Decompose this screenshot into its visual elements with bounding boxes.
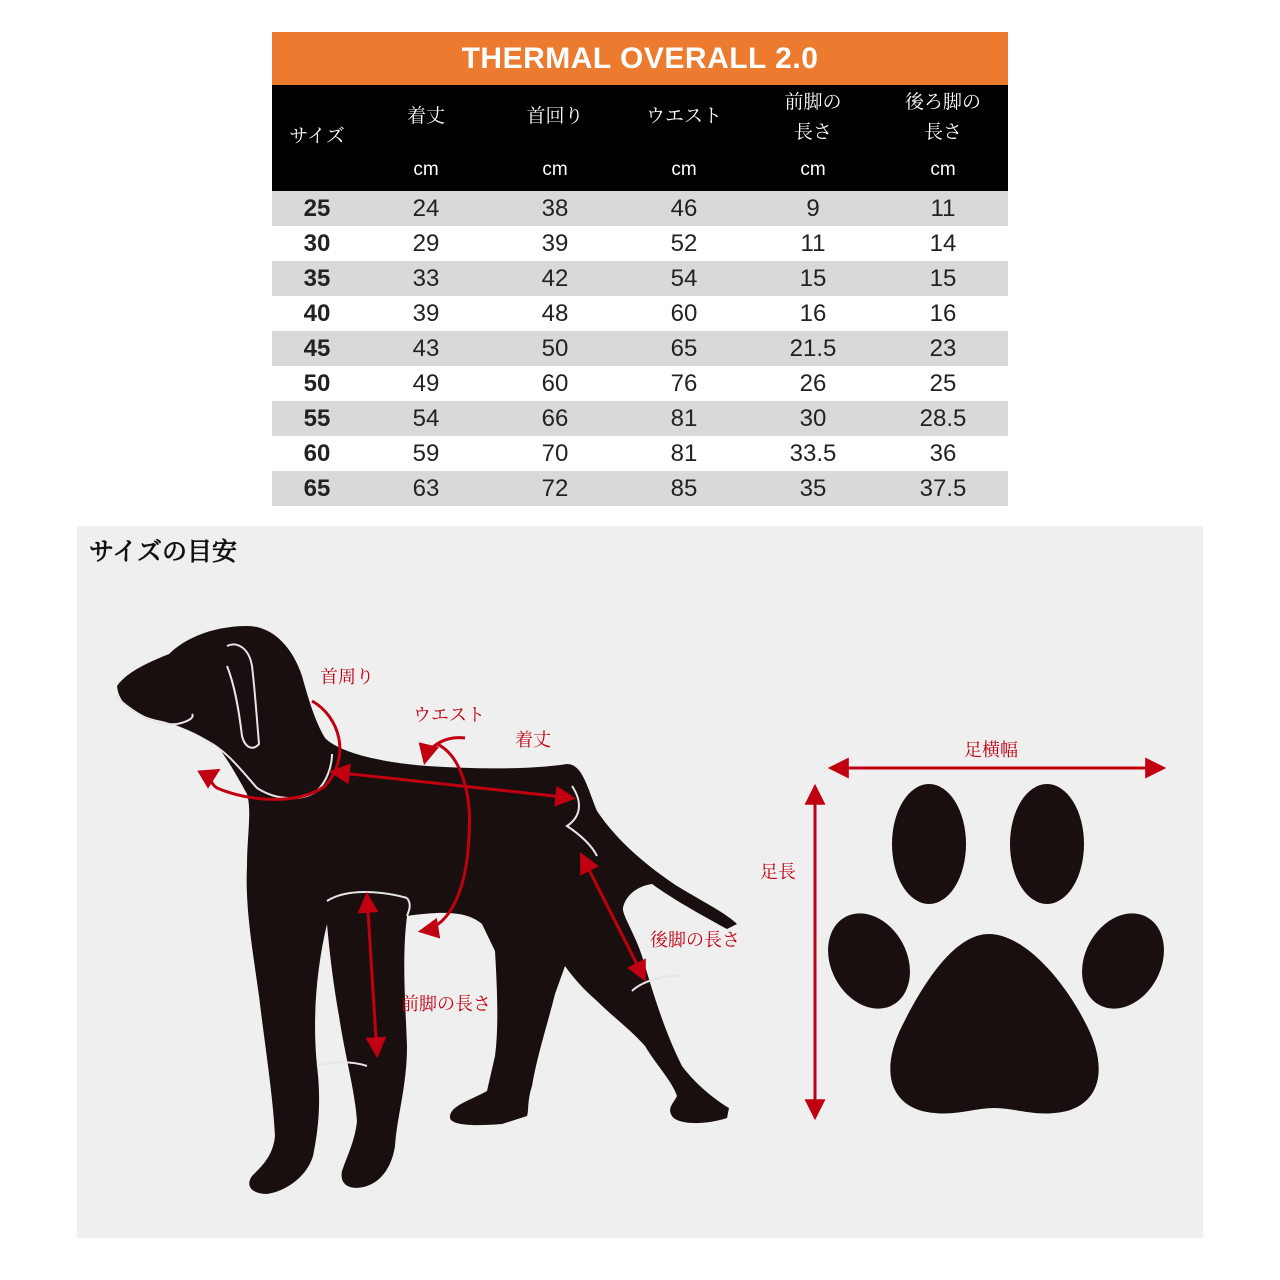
unit-neck: cm	[542, 159, 568, 180]
size-cell: 35	[303, 264, 331, 292]
value-cell: 63	[412, 474, 440, 502]
label-front-leg: 前脚の長さ	[401, 994, 491, 1015]
value-cell: 39	[541, 229, 569, 257]
value-cell: 43	[412, 334, 440, 362]
value-cell: 14	[929, 229, 957, 257]
value-cell: 39	[412, 299, 440, 327]
table-row	[272, 331, 1008, 366]
value-cell: 9	[806, 194, 820, 222]
table-row	[272, 261, 1008, 296]
size-cell: 50	[303, 369, 331, 397]
table-row	[272, 191, 1008, 226]
value-cell: 11	[930, 194, 956, 222]
value-cell: 54	[412, 404, 440, 432]
value-cell: 65	[670, 334, 698, 362]
header-front-leg	[748, 87, 878, 147]
value-cell: 42	[541, 264, 569, 292]
header-length-line: 着丈	[406, 105, 445, 127]
value-cell: 25	[929, 369, 957, 397]
size-cell: 30	[303, 229, 331, 257]
value-cell: 36	[929, 439, 957, 467]
value-cell: 33.5	[789, 439, 837, 467]
value-cell: 81	[670, 404, 698, 432]
paw-toe-left	[892, 784, 966, 904]
unit-hind-leg: cm	[930, 159, 956, 180]
table-row	[272, 436, 1008, 471]
value-cell: 49	[412, 369, 440, 397]
value-cell: 60	[670, 299, 698, 327]
unit-waist: cm	[671, 159, 697, 180]
size-table	[272, 32, 1008, 506]
value-cell: 66	[541, 404, 569, 432]
value-cell: 28.5	[919, 404, 967, 432]
header-front-leg-line2: 長さ	[793, 121, 832, 143]
value-cell: 81	[670, 439, 698, 467]
value-cell: 11	[800, 229, 826, 257]
table-header	[272, 85, 1008, 191]
table-body	[272, 191, 1008, 506]
value-cell: 50	[541, 334, 569, 362]
value-cell: 16	[799, 299, 827, 327]
value-cell: 48	[541, 299, 569, 327]
value-cell: 35	[799, 474, 827, 502]
value-cell: 38	[541, 194, 569, 222]
unit-front-leg: cm	[800, 159, 826, 180]
header-waist	[620, 101, 748, 131]
header-length	[362, 101, 490, 131]
value-cell: 21.5	[789, 334, 837, 362]
value-cell: 37.5	[919, 474, 967, 502]
header-hind-leg	[878, 87, 1008, 147]
paw-print	[812, 784, 1180, 1113]
paw-outer-left	[812, 899, 926, 1023]
value-cell: 85	[670, 474, 698, 502]
value-cell: 30	[799, 404, 827, 432]
label-paw-width: 足横幅	[964, 740, 1018, 761]
paw-toe-right	[1010, 784, 1084, 904]
label-waist: ウエスト	[413, 705, 485, 726]
table-row	[272, 471, 1008, 506]
value-cell: 29	[412, 229, 440, 257]
guide-title: サイズの目安	[89, 537, 238, 566]
table-row	[272, 226, 1008, 261]
value-cell: 15	[929, 264, 957, 292]
size-cell: 65	[303, 474, 331, 502]
size-cell: 25	[303, 194, 331, 222]
size-guide-illustration	[77, 526, 1203, 1238]
label-hind-leg: 後脚の長さ	[650, 930, 740, 951]
header-waist-line: ウエスト	[645, 105, 722, 127]
table-row	[272, 366, 1008, 401]
value-cell: 76	[670, 369, 698, 397]
table-row	[272, 401, 1008, 436]
header-neck	[490, 101, 620, 131]
header-hind-leg-line1: 後ろ脚の	[904, 91, 981, 113]
header-neck-line: 首回り	[526, 105, 584, 127]
table-row	[272, 296, 1008, 331]
value-cell: 54	[670, 264, 698, 292]
value-cell: 15	[799, 264, 827, 292]
paw-outer-right	[1066, 899, 1180, 1023]
label-paw-length: 足長	[760, 862, 796, 883]
size-guide-panel	[77, 526, 1203, 1238]
size-cell: 40	[303, 299, 331, 327]
header-front-leg-line1: 前脚の	[784, 91, 842, 113]
header-hind-leg-line2: 長さ	[923, 121, 962, 143]
label-neck: 首周り	[320, 667, 374, 688]
size-cell: 60	[303, 439, 331, 467]
paw-main-pad	[890, 934, 1098, 1113]
value-cell: 33	[412, 264, 440, 292]
unit-length: cm	[413, 159, 439, 180]
value-cell: 16	[929, 299, 957, 327]
value-cell: 70	[541, 439, 569, 467]
size-cell: 55	[303, 404, 331, 432]
label-length: 着丈	[515, 730, 551, 751]
value-cell: 72	[541, 474, 569, 502]
value-cell: 52	[670, 229, 698, 257]
value-cell: 23	[929, 334, 957, 362]
size-cell: 45	[303, 334, 331, 362]
value-cell: 46	[670, 194, 698, 222]
value-cell: 60	[541, 369, 569, 397]
value-cell: 26	[799, 369, 827, 397]
value-cell: 24	[412, 194, 440, 222]
table-title: THERMAL OVERALL 2.0	[272, 32, 1008, 85]
header-size: サイズ	[289, 125, 345, 147]
value-cell: 59	[412, 439, 440, 467]
